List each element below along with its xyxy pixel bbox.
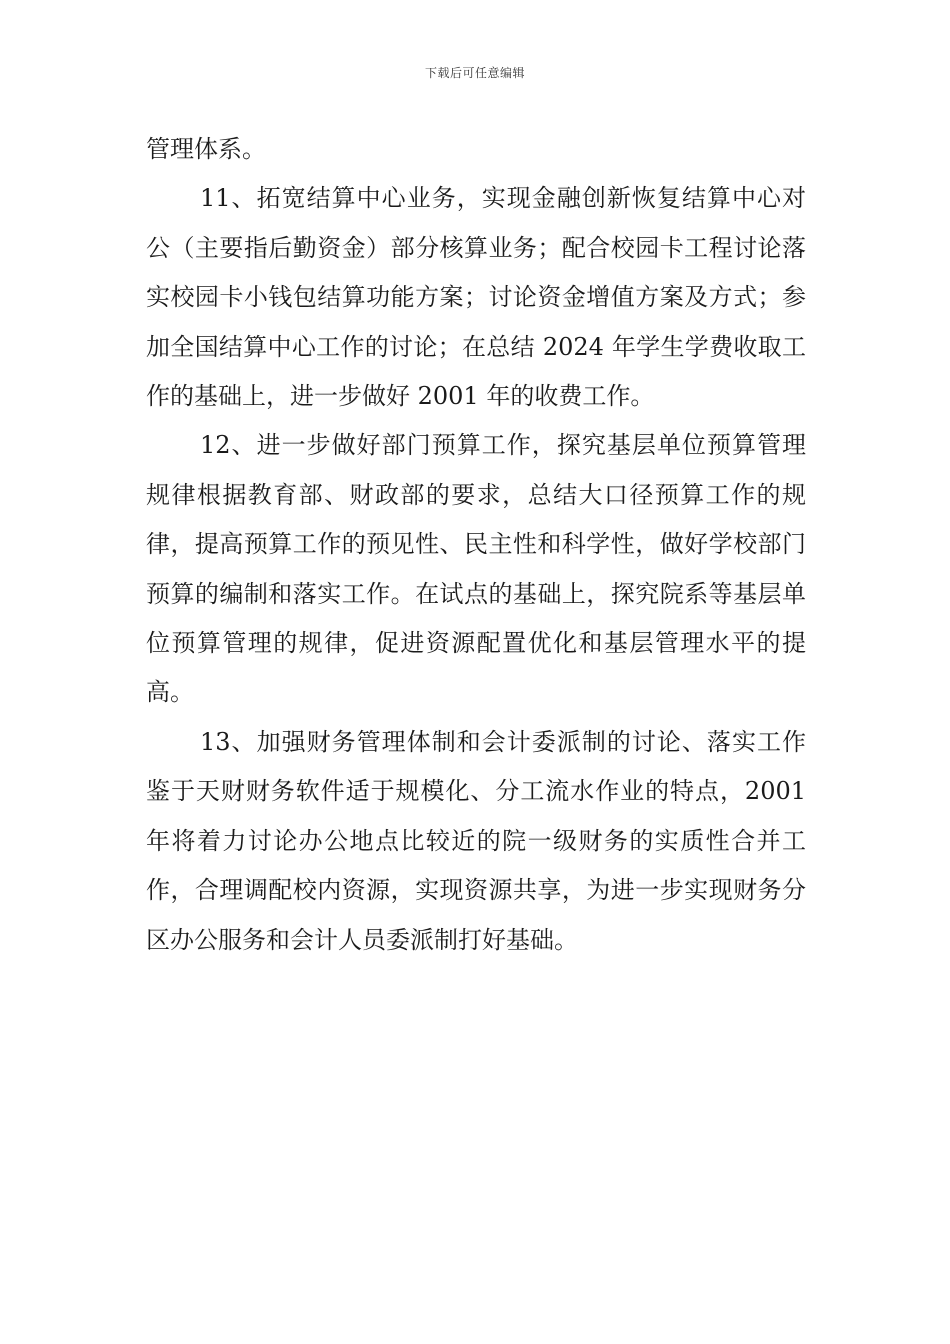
paragraph-item-13: 13、加强财务管理体制和会计委派制的讨论、落实工作鉴于天财财务软件适于规模化、分工流水作业的特点，2001 年将着力讨论办公地点比较近的院一级财务的实质性合并工作，合理调配校内资源，实现资源共享，为进一步实现财务分区办公服务和会计人员委派制打好基础。 xyxy=(146,727,806,954)
page-header-note: 下载后可任意编辑 xyxy=(424,66,525,80)
paragraph-continuation: 管理体系。 xyxy=(146,135,266,163)
paragraph-item-11: 11、拓宽结算中心业务，实现金融创新恢复结算中心对公（主要指后勤资金）部分核算业务；配合校园卡工程讨论落实校园卡小钱包结算功能方案；讨论资金增值方案及方式；参加全国结算中心工作的讨论；在总结 2024 年学生学费收取工作的基础上，进一步做好 2001 年的收费工作。 xyxy=(146,184,806,411)
document-body xyxy=(146,125,806,965)
paragraph-item-12: 12、进一步做好部门预算工作，探究基层单位预算管理规律根据教育部、财政部的要求，总结大口径预算工作的规律，提高预算工作的预见性、民主性和科学性，做好学校部门预算的编制和落实工作。在试点的基础上，探究院系等基层单位预算管理的规律，促进资源配置优化和基层管理水平的提高。 xyxy=(146,431,806,707)
